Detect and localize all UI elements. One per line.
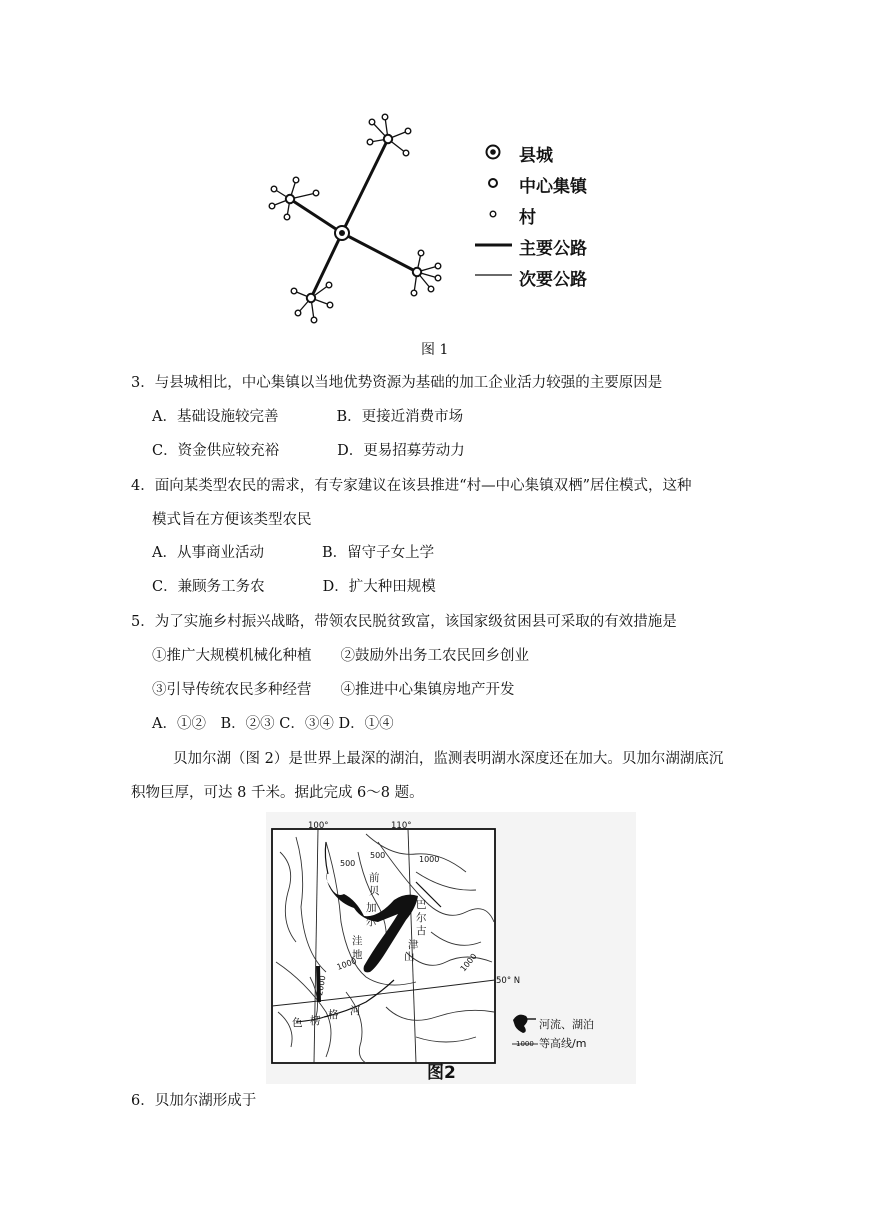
question-3-stem: 3．与县城相比，中心集镇以当地优势资源为基础的加工企业活力较强的主要原因是 xyxy=(131,375,663,391)
map-label: 加 xyxy=(366,902,377,914)
map-label: 尔 xyxy=(366,916,377,928)
figure-2-caption: 图2 xyxy=(427,1063,456,1083)
map-label: 1000 xyxy=(335,956,358,972)
question-3-options-ab: A．基础设施较完善 B．更接近消费市场 xyxy=(152,409,464,425)
legend-river-lake: 河流、湖泊 xyxy=(539,1018,594,1031)
map-label: 2000 xyxy=(315,974,328,997)
question-4-stem: 4．面向某类型农民的需求，有专家建议在该县推进“村—中心集镇双栖”居住模式，这种 xyxy=(131,478,692,494)
legend-secondary-road: 次要公路 xyxy=(519,270,587,290)
figure-1-legend-symbols xyxy=(475,146,512,276)
question-5-options: A．①② B．②③ C．③④ D．①④ xyxy=(152,716,394,732)
map-label: 1000 xyxy=(458,951,479,974)
latitude-50-label: 50° N xyxy=(496,976,521,986)
map-label: 500 xyxy=(340,859,356,868)
map-label: 前 xyxy=(369,872,380,884)
figure-1-legend xyxy=(519,141,587,296)
legend-county-seat: 县城 xyxy=(519,146,553,166)
map-label: 500 xyxy=(370,851,386,860)
question-4-options-ab: A．从事商业活动 B．留守子女上学 xyxy=(152,545,435,561)
legend-main-road: 主要公路 xyxy=(519,239,587,259)
longitude-110-label: 110° xyxy=(391,821,412,831)
map-label: 古 xyxy=(416,925,427,937)
map-label: 楞 xyxy=(310,1015,321,1027)
central-town-markers xyxy=(286,135,421,302)
intro-line-2: 积物巨厚，可达 8 千米。据此完成 6～8 题。 xyxy=(131,785,424,801)
map-label: 尔 xyxy=(416,912,427,924)
village-markers xyxy=(269,114,441,323)
legend-contour-sample: 1000 xyxy=(516,1040,534,1048)
legend-contour: 等高线/m xyxy=(539,1037,587,1050)
intro-line-1: 贝加尔湖（图 2）是世界上最深的湖泊，监测表明湖水深度还在加大。贝加尔湖湖底沉 xyxy=(173,751,724,767)
map-label: 巴 xyxy=(416,899,427,911)
question-3-options-cd: C．资金供应较充裕 D．更易招募劳动力 xyxy=(152,443,465,459)
map-label: 地 xyxy=(352,949,363,961)
question-5-items-12: ①推广大规模机械化种植 ②鼓励外出务工农民回乡创业 xyxy=(152,648,529,664)
map-label: 津 xyxy=(408,939,419,951)
map-label: 贝 xyxy=(369,885,380,897)
map-label: 1000 xyxy=(419,855,440,864)
question-4-options-cd: C．兼顾务工务农 D．扩大种田规模 xyxy=(152,579,436,595)
map-label: 色 xyxy=(292,1017,303,1029)
figure-1-caption: 图 1 xyxy=(421,342,449,358)
question-5-stem: 5．为了实施乡村振兴战略，带领农民脱贫致富，该国家级贫困县可采取的有效措施是 xyxy=(131,614,677,630)
longitude-100-label: 100° xyxy=(308,821,329,831)
legend-village: 村 xyxy=(519,208,536,228)
question-5-items-34: ③引导传统农民多种经营 ④推进中心集镇房地产开发 xyxy=(152,682,515,698)
figure-2-baikal-map xyxy=(266,812,636,1084)
map-label: 洼 xyxy=(352,935,363,947)
map-label: 格 xyxy=(328,1009,339,1021)
map-label: 河 xyxy=(350,1005,361,1017)
question-6-stem: 6．贝加尔湖形成于 xyxy=(131,1093,257,1109)
question-4-stem-cont: 模式旨在方便该类型农民 xyxy=(152,512,312,528)
legend-central-town: 中心集镇 xyxy=(519,177,587,197)
map-label: 山 xyxy=(404,951,415,963)
